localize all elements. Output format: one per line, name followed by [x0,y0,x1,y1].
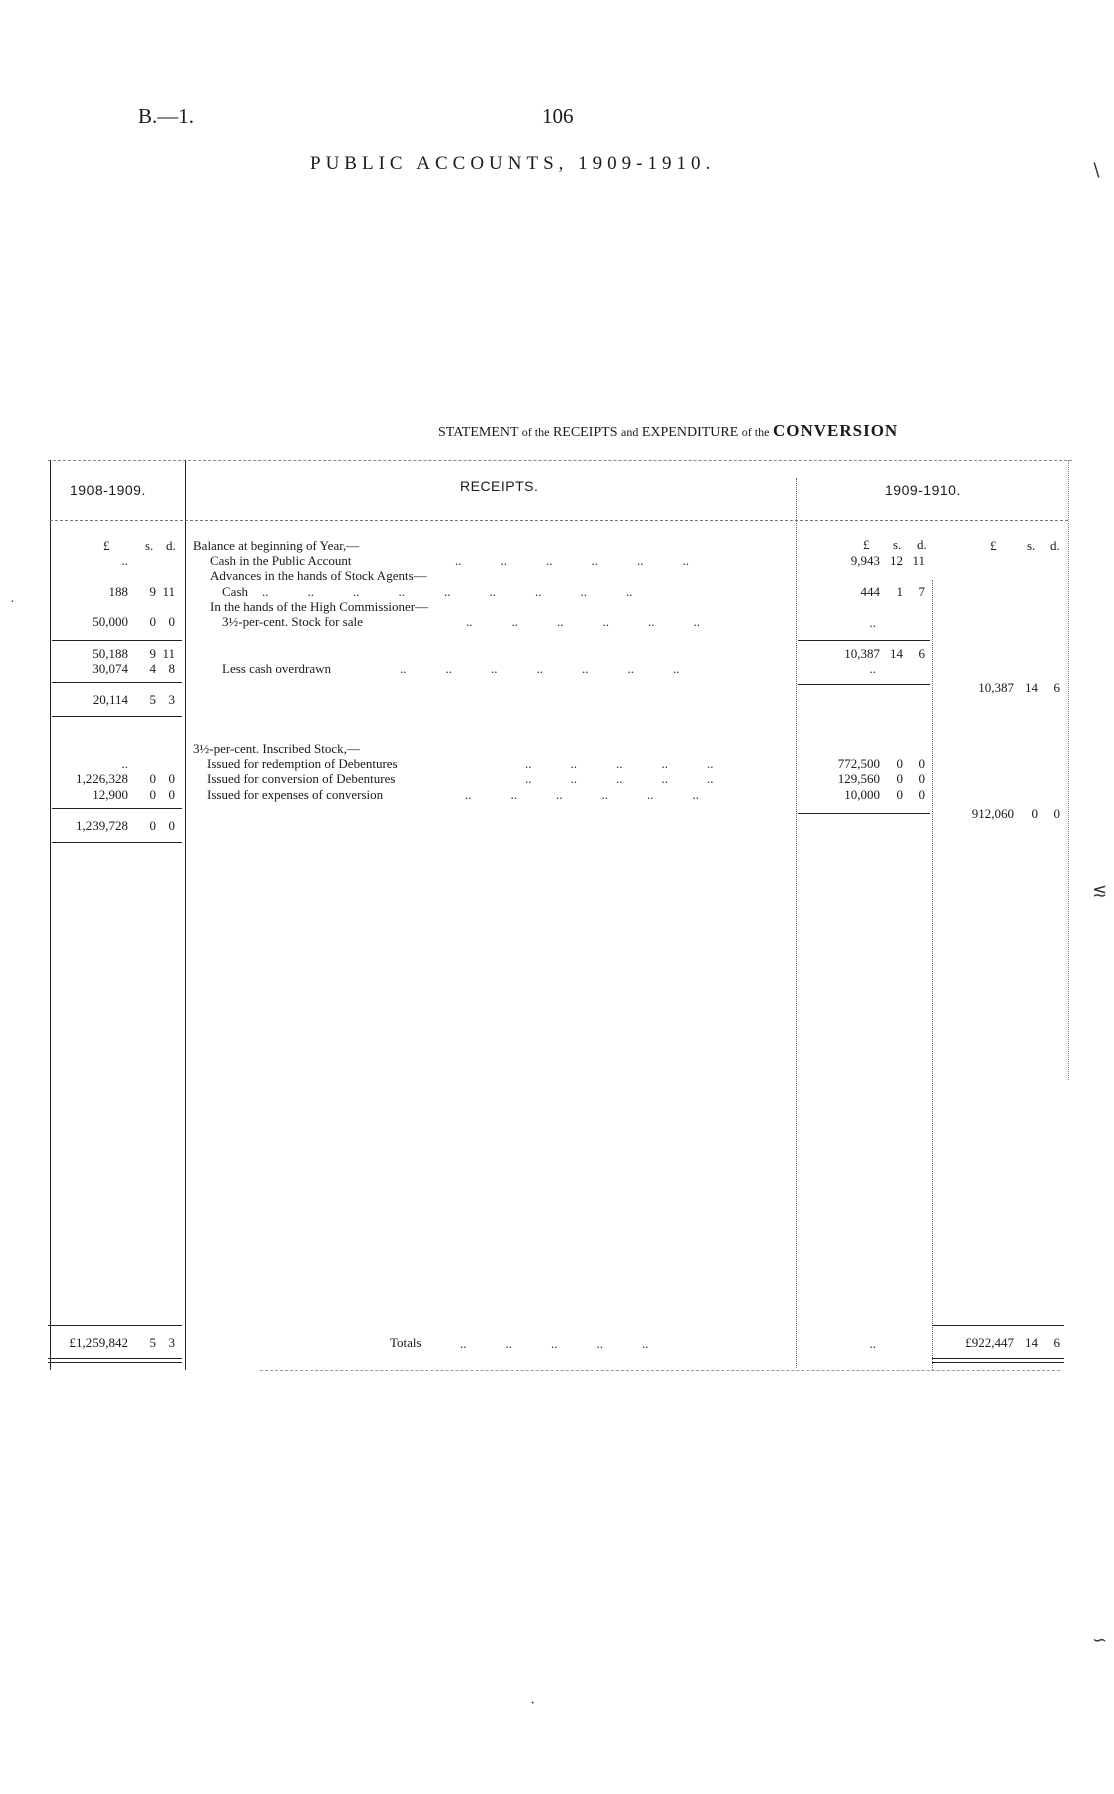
leader-dot: .. [551,1336,558,1351]
margin-mark: · [530,1695,536,1712]
prev-amount-pence: 0 [168,787,175,802]
prev-amount-shillings: 4 [149,661,156,676]
leader-dot: .. [491,661,498,676]
leader-dot: .. [510,787,517,802]
col-heading-prev-year: 1908-1909. [70,482,146,498]
curr-outer-pounds: 912,060 [971,806,1014,821]
totals-double-rule [932,1362,1064,1363]
leader-dot: .. [627,661,634,676]
totals-label: Totals [390,1335,422,1350]
leader-dot: .. [489,584,496,599]
curr-amount-pounds: .. [869,615,876,630]
leader-dot: .. [616,756,623,771]
unit-shillings: s. [1027,538,1036,553]
statement-caption [438,421,898,441]
margin-mark: · [10,595,15,610]
curr-amount-pounds: 129,560 [837,771,880,786]
totals-double-rule [48,1362,182,1363]
leader-dot: .. [466,614,473,629]
leader-dots [455,553,689,569]
page-number: 106 [542,104,574,128]
leader-dot: .. [398,584,405,599]
leader-dot: .. [557,614,564,629]
cash-public-account-label: Cash in the Public Account [210,553,352,568]
curr-amount-shillings: 0 [896,787,903,802]
leader-dot: .. [445,661,452,676]
leader-dot: .. [582,661,589,676]
caption-word: and [621,425,639,439]
curr-outer-shillings: 0 [1031,806,1038,821]
leader-dot: .. [693,614,700,629]
inscribed-stock-heading: 3½-per-cent. Inscribed Stock,— [193,741,360,756]
curr-amount-shillings: 0 [896,771,903,786]
prev-amount-shillings: 0 [149,818,156,833]
unit-pence: d. [1050,538,1060,553]
curr-total-inner: .. [869,1336,876,1351]
prev-amount-pounds: 12,900 [92,787,128,802]
prev-amount-pence: 0 [168,614,175,629]
subtotal-rule [798,813,930,814]
leader-dot: .. [511,614,518,629]
leader-dots [525,771,714,787]
prev-amount-pounds: .. [121,553,128,568]
leader-dot: .. [465,787,472,802]
prev-amount-pounds: .. [121,756,128,771]
margin-mark: ∽ [1092,1630,1108,1650]
unit-pound: £ [103,538,110,553]
leader-dot: .. [647,787,654,802]
prev-amount-pence: 0 [168,771,175,786]
prev-amount-pence: 11 [162,646,175,661]
curr-amount-pounds: 10,387 [844,646,880,661]
prev-amount-shillings: 0 [149,787,156,802]
advances-stock-agents-label: Advances in the hands of Stock Agents— [210,568,427,583]
curr-amount-pounds: 9,943 [850,553,880,568]
leader-dot: .. [707,771,714,786]
leader-dots [525,756,714,772]
curr-total-pence: 6 [1053,1335,1060,1350]
prev-total-pence: 3 [168,1335,175,1350]
prev-amount-pence: 8 [168,661,175,676]
col-heading-receipts: RECEIPTS. [460,478,539,494]
table-top-rule [48,460,1072,461]
leader-dot: .. [505,1336,512,1351]
leader-dots [460,1336,649,1352]
leader-dot: .. [525,756,532,771]
prev-amount-pence: 3 [168,692,175,707]
curr-total-pounds: £922,447 [965,1335,1014,1350]
curr-outer-pence: 0 [1053,806,1060,821]
subtotal-rule [52,842,182,843]
prev-amount-pounds: 188 [108,584,128,599]
leader-dot: .. [682,553,689,568]
cash-label: Cash [222,584,248,599]
prev-amount-pounds: 1,226,328 [76,771,128,786]
curr-outer-pence: 6 [1053,680,1060,695]
unit-pence: d. [166,538,176,553]
caption-word: of the [521,425,550,439]
leader-dots [400,661,680,677]
curr-amount-pence: 0 [918,756,925,771]
leader-dot: .. [591,553,598,568]
leader-dot: .. [637,553,644,568]
totals-rule [932,1325,1064,1326]
leader-dots [465,787,699,803]
header-bottom-rule [50,520,1068,521]
leader-dot: .. [601,787,608,802]
curr-inner-divider [932,580,933,1370]
subtotal-rule [52,716,182,717]
unit-pound: £ [863,537,870,552]
curr-amount-pence: 6 [918,646,925,661]
leader-dot: .. [642,1336,649,1351]
subtotal-rule [52,640,182,641]
curr-total-shillings: 14 [1025,1335,1038,1350]
prev-amount-shillings: 9 [149,646,156,661]
subtotal-rule [798,684,930,685]
prev-amount-shillings: 5 [149,692,156,707]
leader-dot: .. [707,756,714,771]
balance-heading: Balance at beginning of Year,— [193,538,360,553]
leader-dot: .. [580,584,587,599]
curr-amount-pence: 7 [918,584,925,599]
curr-outer-shillings: 14 [1025,680,1038,695]
caption-word: STATEMENT [438,425,519,440]
caption-word: RECEIPTS [552,425,618,440]
subtotal-rule [798,640,930,641]
leader-dot: .. [455,553,462,568]
caption-word: of the [741,425,770,439]
leader-dot: .. [307,584,314,599]
leader-dot: .. [616,771,623,786]
prev-amount-shillings: 9 [149,584,156,599]
receipts-divider [796,478,797,1368]
leader-dot: .. [400,661,407,676]
caption-word: EXPENDITURE [641,425,739,440]
leader-dot: .. [444,584,451,599]
leader-dot: .. [500,553,507,568]
prev-amount-shillings: 0 [149,614,156,629]
prev-amount-pounds: 30,074 [92,661,128,676]
leader-dot: .. [536,661,543,676]
stock-for-sale-label: 3½-per-cent. Stock for sale [222,614,363,629]
leader-dot: .. [570,756,577,771]
totals-rule [48,1325,182,1326]
unit-pound: £ [990,538,997,553]
leader-dot: .. [626,584,633,599]
curr-amount-shillings: 0 [896,756,903,771]
leader-dot: .. [648,614,655,629]
curr-outer-pounds: 10,387 [978,680,1014,695]
leader-dot: .. [661,771,668,786]
curr-amount-pounds: .. [869,661,876,676]
curr-amount-shillings: 14 [890,646,903,661]
leader-dot: .. [546,553,553,568]
leader-dots [262,584,633,600]
left-border [50,460,51,1370]
prev-amount-pounds: 20,114 [92,692,128,707]
unit-pence: d. [917,537,927,552]
page-title: PUBLIC ACCOUNTS, 1909-1910. [310,153,716,174]
curr-amount-shillings: 1 [896,584,903,599]
table-bottom-rule [260,1370,1060,1371]
curr-amount-pounds: 10,000 [844,787,880,802]
margin-mark: ∖ [1090,160,1102,180]
leader-dot: .. [602,614,609,629]
curr-amount-pounds: 772,500 [837,756,880,771]
prev-amount-pounds: 50,000 [92,614,128,629]
subtotal-rule [52,808,182,809]
prev-amount-pence: 0 [168,818,175,833]
high-commissioner-label: In the hands of the High Commissioner— [210,599,429,614]
totals-double-rule [932,1358,1064,1359]
leader-dot: .. [673,661,680,676]
page-reference: B.—1. [138,104,195,128]
margin-mark: ≲ [1092,880,1108,900]
col-heading-curr-year: 1909-1910. [885,482,961,498]
issued-conversion-label: Issued for conversion of Debentures [207,771,396,786]
leader-dot: .. [692,787,699,802]
leader-dot: .. [535,584,542,599]
totals-double-rule [48,1358,182,1359]
caption-word: CONVERSION [772,421,899,440]
unit-shillings: s. [145,538,154,553]
leader-dot: .. [556,787,563,802]
curr-amount-pence: 0 [918,787,925,802]
curr-amount-shillings: 12 [890,553,903,568]
leader-dot: .. [460,1336,467,1351]
prev-total-shillings: 5 [149,1335,156,1350]
curr-amount-pence: 0 [918,771,925,786]
issued-redemption-label: Issued for redemption of Debentures [207,756,398,771]
less-cash-overdrawn-label: Less cash overdrawn [222,661,332,676]
prev-total-pounds: £1,259,842 [69,1335,128,1350]
leader-dot: .. [596,1336,603,1351]
subtotal-rule [52,682,182,683]
leader-dot: .. [525,771,532,786]
leader-dot: .. [353,584,360,599]
prev-year-divider [185,460,186,1370]
leader-dot: .. [570,771,577,786]
unit-shillings: s. [893,537,902,552]
leader-dot: .. [661,756,668,771]
leader-dot: .. [262,584,269,599]
curr-amount-pounds: 444 [860,584,880,599]
prev-amount-pence: 11 [162,584,175,599]
prev-amount-pounds: 1,239,728 [76,818,128,833]
prev-amount-shillings: 0 [149,771,156,786]
leader-dots [466,614,700,630]
prev-amount-pounds: 50,188 [92,646,128,661]
curr-amount-pence: 11 [912,553,925,568]
right-border [1068,460,1069,1080]
issued-expenses-label: Issued for expenses of conversion [207,787,384,802]
